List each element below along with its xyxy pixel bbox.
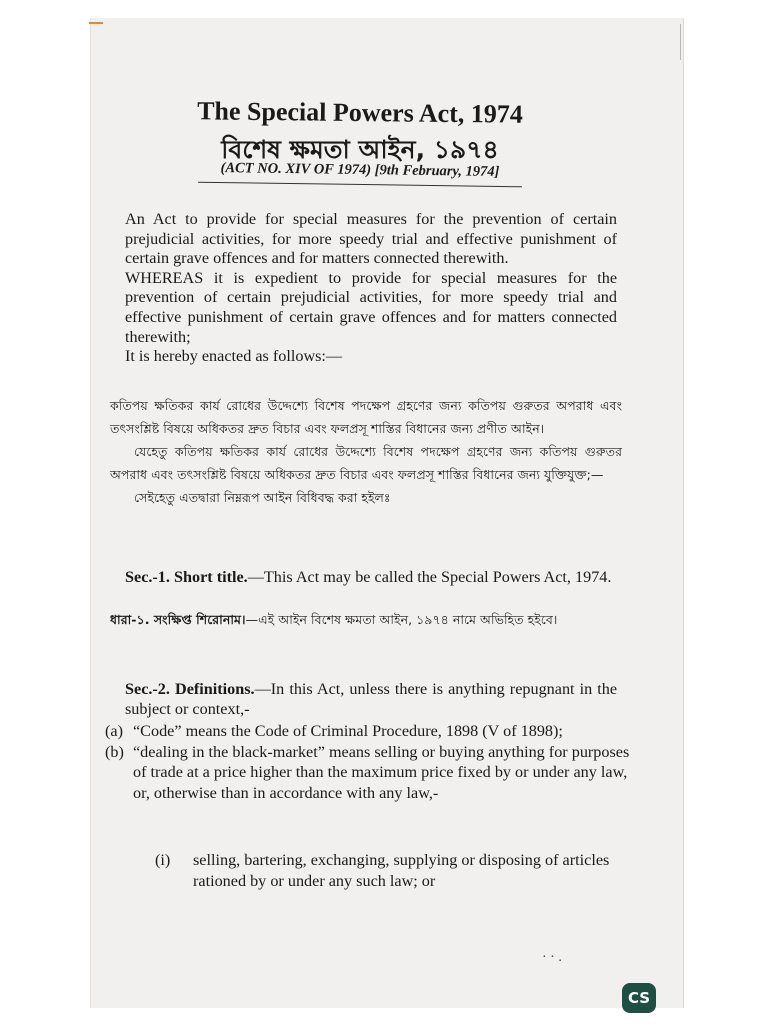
definition-subitem-i bbox=[155, 850, 633, 891]
item-b-text: “dealing in the black-market” means selling or buying anything for purposes of trade at a price higher than the maximum price fixed by or under any law, or, otherwise than in accordance with any law,- bbox=[133, 742, 630, 802]
definitions-list bbox=[105, 721, 630, 803]
bengali-enactment: সেইহেতু এতদ্বারা নিম্নরূপ আইন বিধিবদ্ধ করা হইলঃ bbox=[134, 490, 391, 505]
edge-line bbox=[680, 24, 681, 60]
definition-item-a bbox=[105, 721, 630, 742]
item-i-label: (i) bbox=[155, 851, 171, 869]
item-i-text: selling, bartering, exchanging, supplying or disposing of articles rationed by or under any such law; or bbox=[193, 851, 610, 890]
bengali-long-title: কতিপয় ক্ষতিকর কার্য রোধের উদ্দেশ্যে বিশেষ পদক্ষেপ গ্রহণের জন্য কতিপয় গুরুতর অপরাধ এবং তৎসংশ্লিষ্ট বিষয়ে অধিকতর দ্রুত বিচার এবং ফলপ্রসূ শাস্তির বিধানের জন্য প্রণীত আইন। bbox=[110, 398, 622, 436]
badge-label: CS bbox=[627, 989, 651, 1007]
section-1-bengali bbox=[110, 608, 622, 631]
camscanner-badge[interactable] bbox=[622, 983, 656, 1013]
preamble-enactment: It is hereby enacted as follows:— bbox=[125, 347, 343, 366]
definition-item-b bbox=[105, 742, 630, 804]
act-title-bengali: বিশেষ ক্ষমতা আইন, ১৯৭৪ bbox=[221, 135, 499, 164]
bengali-preamble bbox=[110, 394, 622, 509]
preamble-paragraph bbox=[105, 210, 617, 367]
section-2-text: —In this Act, unless there is anything repugnant in the subject or context,- bbox=[125, 680, 618, 718]
act-title: The Special Powers Act, 1974 bbox=[197, 96, 523, 129]
item-b-label: (b) bbox=[105, 742, 124, 761]
section-1 bbox=[105, 568, 617, 588]
preamble-whereas: WHEREAS it is expedient to provide for special measures for the prevention of certain prejudicial activities, for more speedy trial and effective punishment of certain grave offences and for matters connected therewith; bbox=[125, 268, 617, 346]
corner-mark bbox=[89, 22, 103, 24]
bengali-whereas: যেহেতু কতিপয় ক্ষতিকর কার্য রোধের উদ্দেশ্যে বিশেষ পদক্ষেপ গ্রহণের জন্য কতিপয় গুরুতর অপরাধ এবং তৎসংশ্লিষ্ট বিষয়ে অধিকতর দ্রুত বিচার এবং ফলপ্রসূ শাস্তির বিধানের জন্য যুক্তিযুক্ত;— bbox=[110, 444, 622, 482]
act-number-date: (ACT NO. XIV OF 1974) [9th February, 1974] bbox=[220, 160, 500, 180]
section-1-heading: Sec.-1. Short title. bbox=[125, 568, 248, 586]
section-1-bengali-heading: ধারা-১. সংক্ষিপ্ত শিরোনাম। bbox=[110, 612, 246, 627]
section-2 bbox=[105, 680, 617, 719]
section-2-heading: Sec.-2. Definitions. bbox=[125, 680, 255, 698]
section-1-bengali-text: —এই আইন বিশেষ ক্ষমতা আইন, ১৯৭৪ নামে অভিহিত হইবে। bbox=[245, 612, 558, 627]
preamble-long-title: An Act to provide for special measures for the prevention of certain prejudicial activities, for more speedy trial and effective punishment of certain grave offences and for matters connected therewith. bbox=[125, 210, 617, 268]
section-1-text: —This Act may be called the Special Powers Act, 1974. bbox=[247, 568, 612, 586]
item-a-label: (a) bbox=[105, 722, 123, 740]
page-dots: · · . bbox=[542, 950, 562, 965]
item-a-text: “Code” means the Code of Criminal Procedure, 1898 (V of 1898); bbox=[133, 722, 563, 740]
